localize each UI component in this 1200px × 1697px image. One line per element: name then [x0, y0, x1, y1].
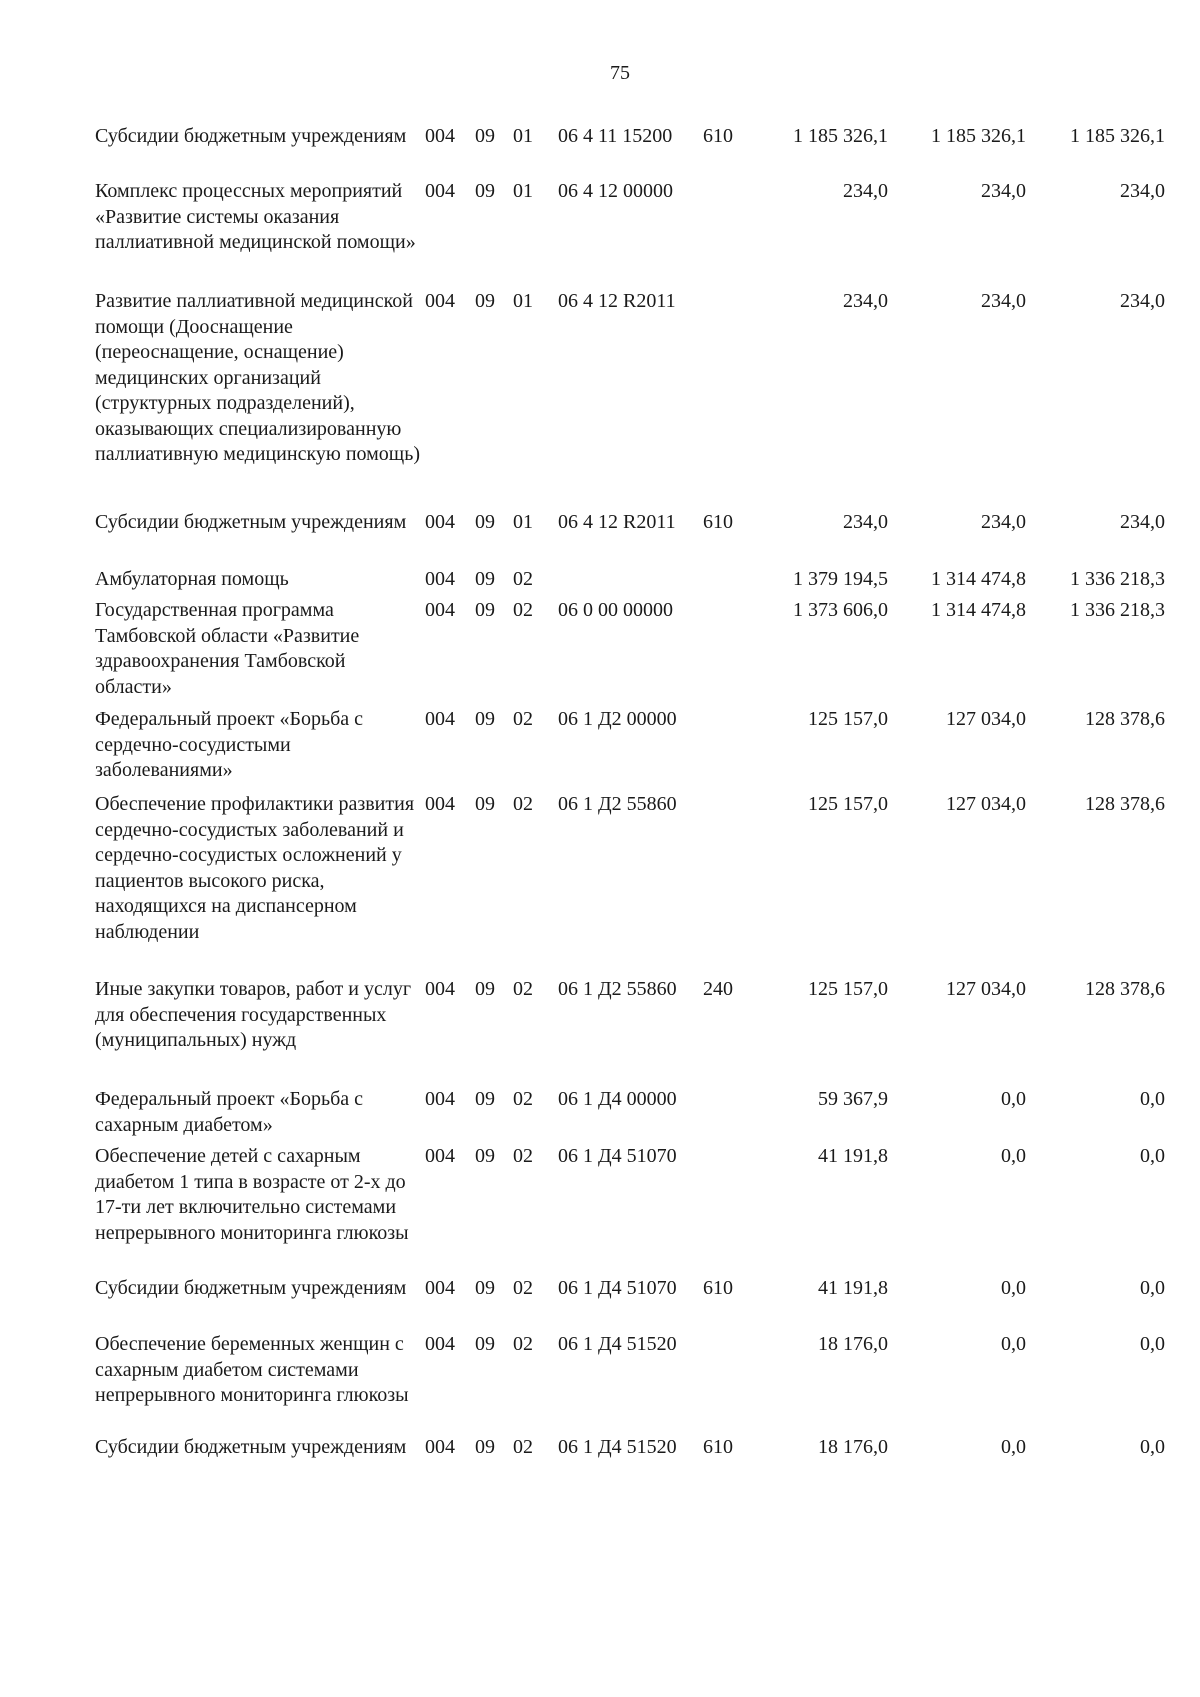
row-pr: 02	[513, 568, 533, 590]
row-value-1: 41 191,8	[818, 1277, 888, 1299]
row-pr: 01	[513, 511, 533, 533]
row-value-2: 127 034,0	[946, 978, 1026, 1000]
row-value-3: 128 378,6	[1085, 978, 1165, 1000]
row-ved: 004	[425, 1145, 455, 1167]
table-row	[95, 124, 1175, 179]
row-ved: 004	[425, 568, 455, 590]
row-pr: 02	[513, 1436, 533, 1458]
row-ved: 004	[425, 180, 455, 202]
table-row	[95, 598, 1175, 707]
row-value-3: 234,0	[1120, 290, 1165, 312]
row-pr: 02	[513, 1088, 533, 1110]
row-value-3: 1 185 326,1	[1070, 125, 1165, 147]
row-name: Субсидии бюджетным учреждениям	[95, 511, 407, 533]
row-value-2: 0,0	[1001, 1277, 1026, 1299]
page-number: 75	[610, 62, 630, 84]
row-csr: 06 1 Д4 51520	[558, 1436, 677, 1458]
row-pr: 01	[513, 180, 533, 202]
row-value-3: 1 336 218,3	[1070, 599, 1165, 621]
row-value-2: 1 185 326,1	[931, 125, 1026, 147]
row-rz: 09	[475, 978, 495, 1000]
row-csr: 06 4 12 R2011	[558, 290, 676, 312]
row-rz: 09	[475, 511, 495, 533]
row-name: Государственная программа Тамбовской области «Развитие здравоохранения Тамбовской области»	[95, 599, 360, 698]
row-value-1: 234,0	[843, 511, 888, 533]
row-rz: 09	[475, 180, 495, 202]
table-row	[95, 1144, 1175, 1276]
row-csr: 06 1 Д4 00000	[558, 1088, 677, 1110]
row-value-3: 0,0	[1140, 1088, 1165, 1110]
row-rz: 09	[475, 125, 495, 147]
row-ved: 004	[425, 1436, 455, 1458]
row-ved: 004	[425, 511, 455, 533]
row-csr: 06 0 00 00000	[558, 599, 673, 621]
row-value-3: 234,0	[1120, 511, 1165, 533]
row-ved: 004	[425, 290, 455, 312]
row-pr: 01	[513, 290, 533, 312]
row-rz: 09	[475, 1277, 495, 1299]
row-value-1: 59 367,9	[818, 1088, 888, 1110]
row-value-3: 128 378,6	[1085, 708, 1165, 730]
row-ved: 004	[425, 599, 455, 621]
row-value-3: 0,0	[1140, 1145, 1165, 1167]
row-ved: 004	[425, 125, 455, 147]
row-rz: 09	[475, 568, 495, 590]
table-row	[95, 510, 1175, 567]
row-name: Субсидии бюджетным учреждениям	[95, 1436, 407, 1458]
row-rz: 09	[475, 708, 495, 730]
row-name: Иные закупки товаров, работ и услуг для обеспечения государственных (муниципальных) нужд	[95, 978, 412, 1051]
row-pr: 02	[513, 793, 533, 815]
row-value-2: 0,0	[1001, 1145, 1026, 1167]
row-vr: 610	[703, 511, 733, 533]
row-pr: 02	[513, 978, 533, 1000]
row-value-2: 1 314 474,8	[931, 568, 1026, 590]
row-csr: 06 1 Д2 55860	[558, 978, 677, 1000]
table-row	[95, 1435, 1175, 1487]
row-value-2: 127 034,0	[946, 708, 1026, 730]
row-ved: 004	[425, 1277, 455, 1299]
row-csr: 06 1 Д4 51070	[558, 1277, 677, 1299]
row-value-2: 234,0	[981, 180, 1026, 202]
budget-table	[95, 124, 1175, 1487]
row-value-1: 125 157,0	[808, 978, 888, 1000]
row-value-3: 0,0	[1140, 1277, 1165, 1299]
row-rz: 09	[475, 1436, 495, 1458]
table-row	[95, 977, 1175, 1087]
row-ved: 004	[425, 1088, 455, 1110]
row-value-3: 128 378,6	[1085, 793, 1165, 815]
row-ved: 004	[425, 1333, 455, 1355]
row-value-1: 234,0	[843, 180, 888, 202]
row-name: Обеспечение профилактики развития сердечно-сосудистых заболеваний и сердечно-сосудистых осложнений у пациентов высокого риска, находящихся на диспансерном наблюдении	[95, 793, 415, 943]
row-name: Обеспечение детей с сахарным диабетом 1 типа в возрасте от 2-х до 17-ти лет включительно системами непрерывного мониторинга глюкозы	[95, 1145, 409, 1244]
row-value-1: 18 176,0	[818, 1333, 888, 1355]
row-pr: 02	[513, 599, 533, 621]
row-pr: 02	[513, 1145, 533, 1167]
row-value-3: 1 336 218,3	[1070, 568, 1165, 590]
row-csr: 06 4 12 00000	[558, 180, 673, 202]
table-row	[95, 792, 1175, 977]
row-csr: 06 4 11 15200	[558, 125, 673, 147]
row-pr: 02	[513, 708, 533, 730]
row-value-2: 1 314 474,8	[931, 599, 1026, 621]
row-ved: 004	[425, 793, 455, 815]
row-rz: 09	[475, 290, 495, 312]
row-value-3: 0,0	[1140, 1333, 1165, 1355]
row-value-2: 127 034,0	[946, 793, 1026, 815]
row-name: Субсидии бюджетным учреждениям	[95, 125, 407, 147]
row-csr: 06 1 Д2 00000	[558, 708, 677, 730]
row-value-3: 0,0	[1140, 1436, 1165, 1458]
table-row	[95, 1087, 1175, 1144]
table-row	[95, 567, 1175, 598]
row-ved: 004	[425, 978, 455, 1000]
table-row	[95, 1276, 1175, 1332]
row-value-2: 234,0	[981, 511, 1026, 533]
row-name: Амбулаторная помощь	[95, 568, 289, 590]
row-value-2: 0,0	[1001, 1088, 1026, 1110]
row-value-1: 41 191,8	[818, 1145, 888, 1167]
row-name: Развитие паллиативной медицинской помощи (Дооснащение (переоснащение, оснащение) медицинских организаций (структурных подразделений), оказывающих специализированную паллиативную медицинскую помощь)	[95, 290, 420, 465]
row-value-1: 1 379 194,5	[793, 568, 888, 590]
row-ved: 004	[425, 708, 455, 730]
row-vr: 240	[703, 978, 733, 1000]
row-name: Субсидии бюджетным учреждениям	[95, 1277, 407, 1299]
row-value-1: 125 157,0	[808, 708, 888, 730]
row-rz: 09	[475, 599, 495, 621]
row-value-3: 234,0	[1120, 180, 1165, 202]
row-pr: 02	[513, 1277, 533, 1299]
row-value-2: 0,0	[1001, 1436, 1026, 1458]
row-csr: 06 1 Д2 55860	[558, 793, 677, 815]
row-rz: 09	[475, 793, 495, 815]
row-csr: 06 4 12 R2011	[558, 511, 676, 533]
row-name: Федеральный проект «Борьба с сердечно-сосудистыми заболеваниями»	[95, 708, 364, 781]
row-csr: 06 1 Д4 51520	[558, 1333, 677, 1355]
row-value-2: 0,0	[1001, 1333, 1026, 1355]
row-value-1: 1 373 606,0	[793, 599, 888, 621]
row-value-1: 1 185 326,1	[793, 125, 888, 147]
row-pr: 02	[513, 1333, 533, 1355]
row-value-1: 125 157,0	[808, 793, 888, 815]
row-rz: 09	[475, 1088, 495, 1110]
row-name: Обеспечение беременных женщин с сахарным диабетом системами непрерывного мониторинга глюкозы	[95, 1333, 409, 1406]
table-row	[95, 179, 1175, 289]
table-row	[95, 1332, 1175, 1435]
row-name: Комплекс процессных мероприятий «Развитие системы оказания паллиативной медицинской помощи»	[95, 180, 416, 253]
row-rz: 09	[475, 1145, 495, 1167]
row-name: Федеральный проект «Борьба с сахарным диабетом»	[95, 1088, 364, 1136]
row-value-1: 234,0	[843, 290, 888, 312]
row-vr: 610	[703, 1436, 733, 1458]
row-vr: 610	[703, 125, 733, 147]
row-pr: 01	[513, 125, 533, 147]
row-value-2: 234,0	[981, 290, 1026, 312]
table-row	[95, 289, 1175, 510]
row-value-1: 18 176,0	[818, 1436, 888, 1458]
row-csr: 06 1 Д4 51070	[558, 1145, 677, 1167]
table-row	[95, 707, 1175, 792]
row-rz: 09	[475, 1333, 495, 1355]
row-vr: 610	[703, 1277, 733, 1299]
